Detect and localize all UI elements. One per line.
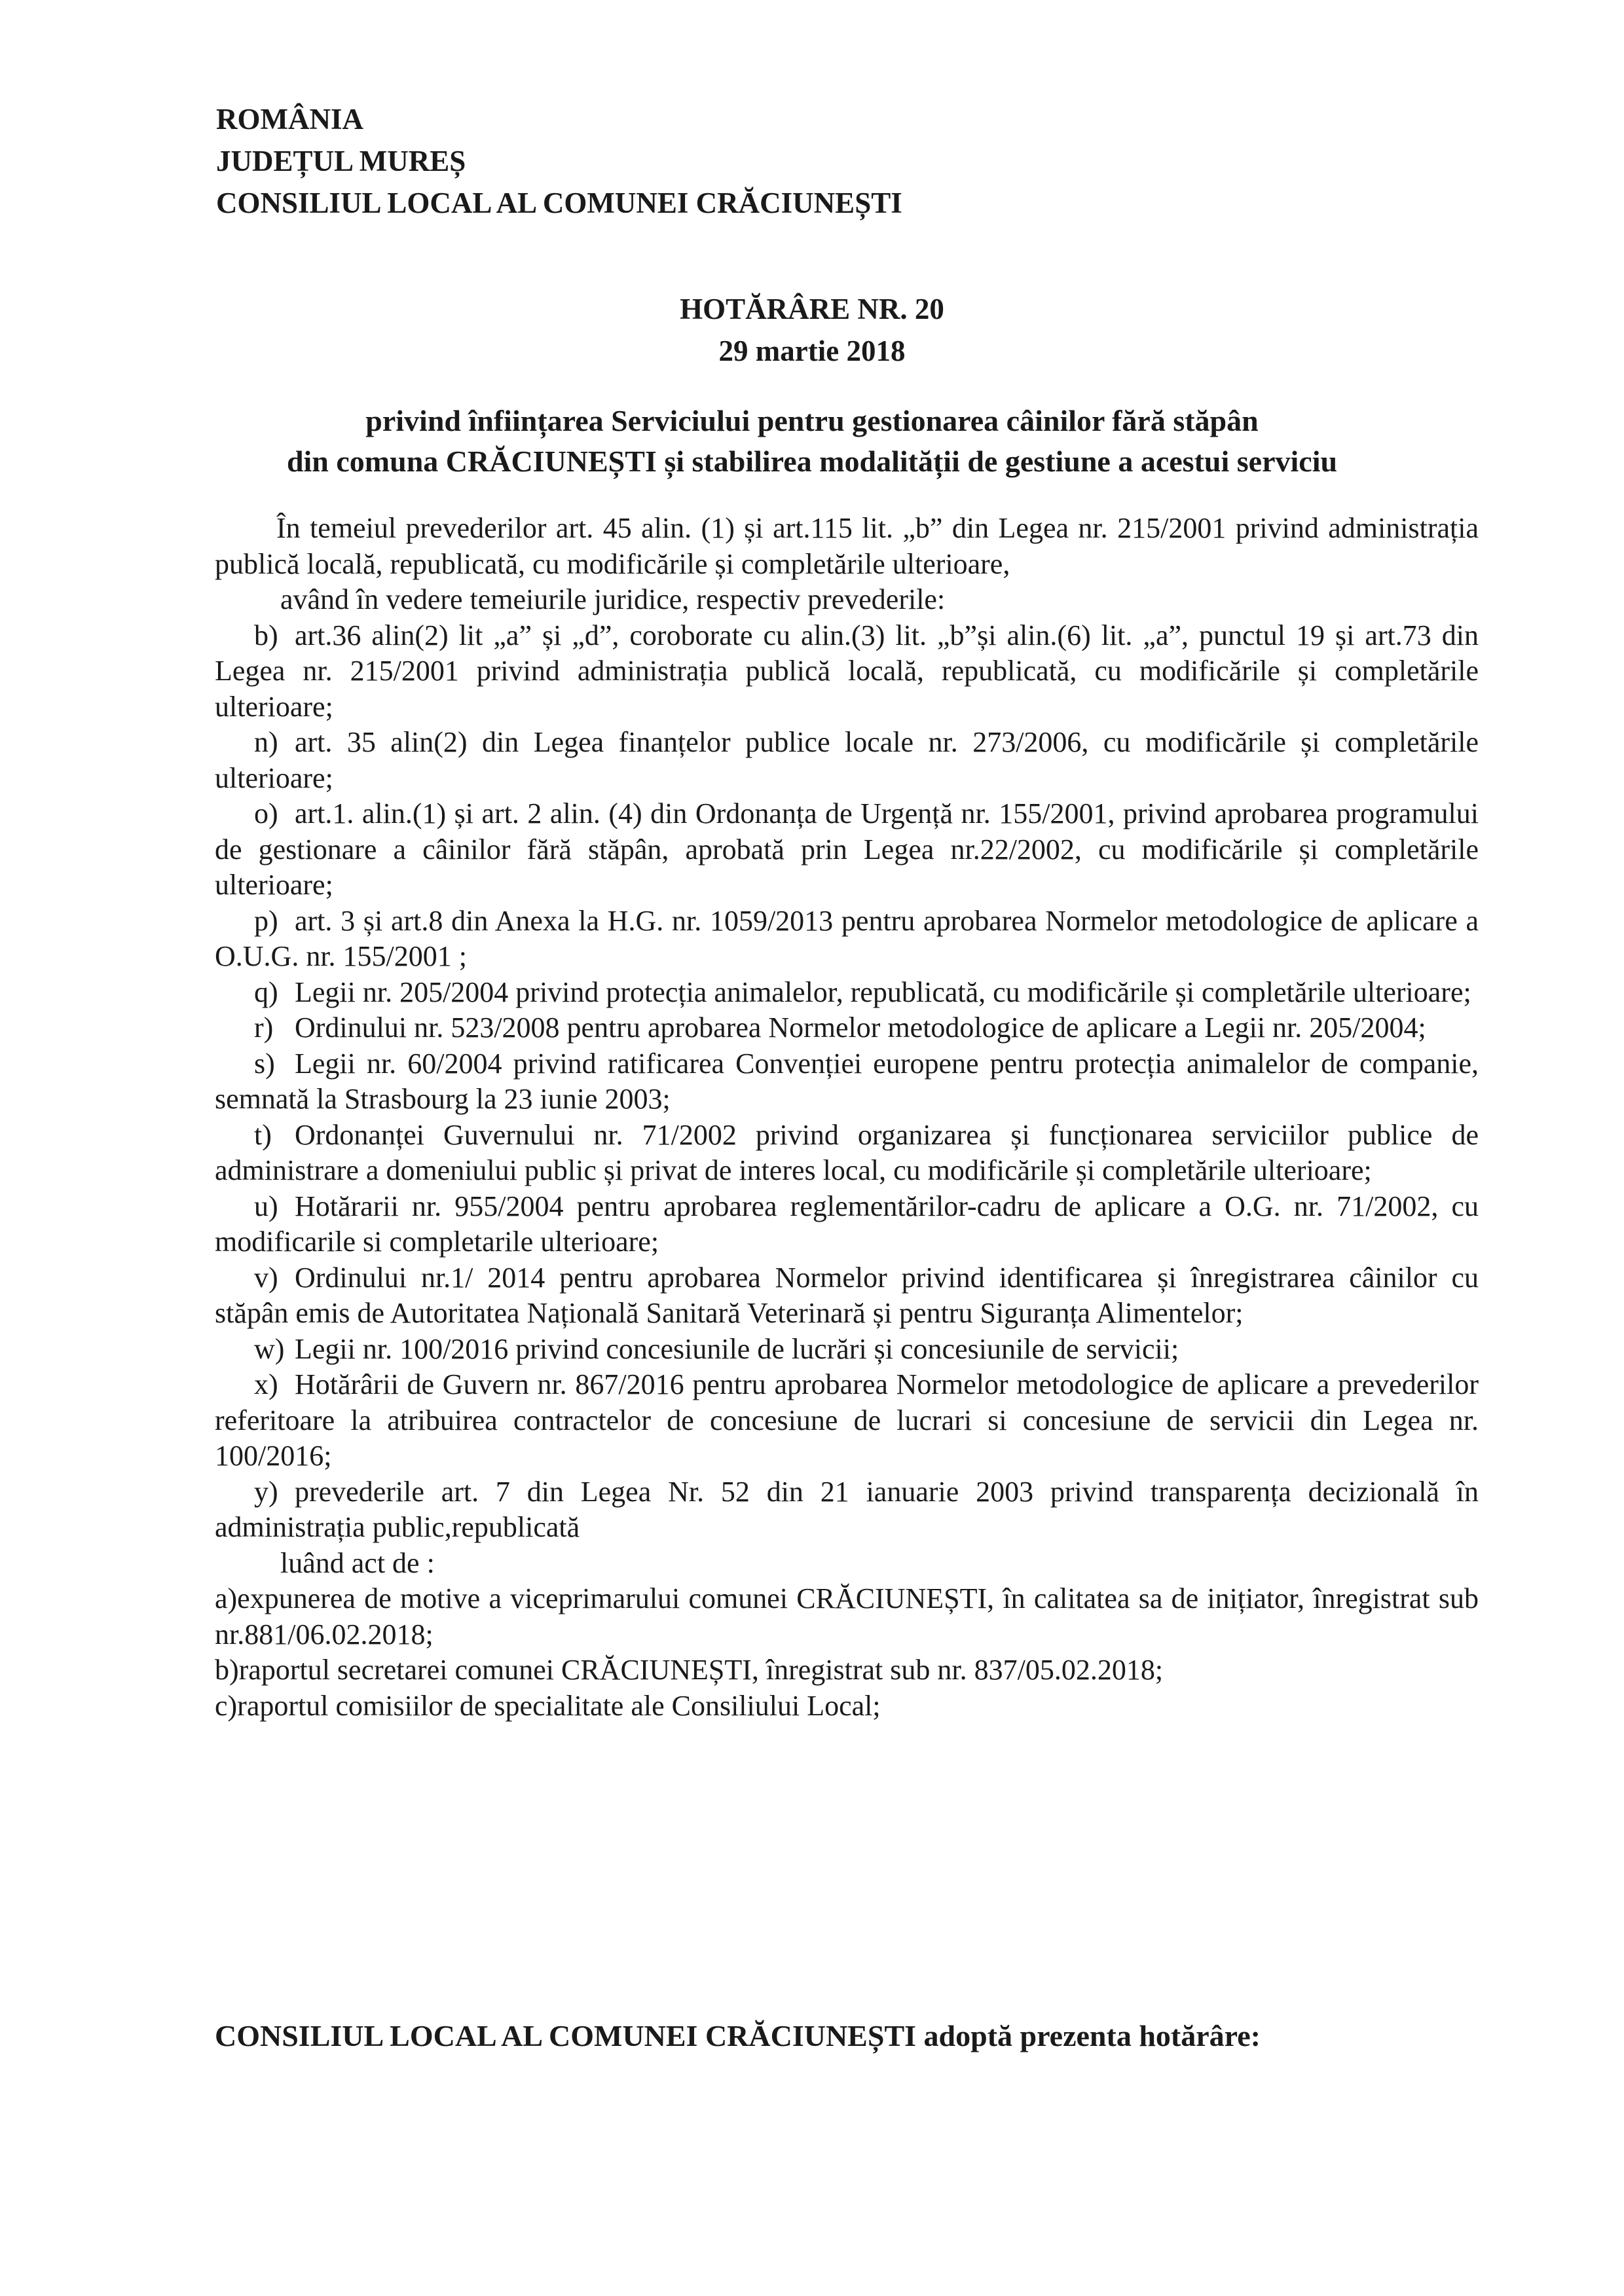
decision-subject: [0, 401, 1624, 482]
decision-title: [0, 288, 1624, 372]
noting-intro: luând act de :: [280, 1546, 435, 1579]
adoption-statement: CONSILIUL LOCAL AL COMUNEI CRĂCIUNEȘTI adoptă prezenta hotărâre:: [215, 2019, 1261, 2052]
provision-item: b) art.36 alin(2) lit „a” și „d”, coroborate cu alin.(3) lit. „b”și alin.(6) lit. „a”, punctul 19 și art.73 din Legea nr. 215/2001 privind administrația publică locală, republicată, cu modificările și completările ulterioare;: [215, 619, 1479, 723]
noting-list: [215, 1581, 1479, 1724]
legal-basis-paragraph: În temeiul prevederilor art. 45 alin. (1) și art.115 lit. „b” din Legea nr. 215/2001 privind administrația publică locală, republicată, cu modificările și completările ulterioare,: [215, 512, 1479, 580]
provision-item: t) Ordonanței Guvernului nr. 71/2002 privind organizarea și funcționarea serviciilor publice de administrare a domeniului public și privat de interes local, cu modificările și completările ulterioare;: [215, 1118, 1479, 1186]
provision-item: s) Legii nr. 60/2004 privind ratificarea Convenției europene pentru protecția animalelor de companie, semnată la Strasbourg la 23 iunie 2003;: [215, 1047, 1479, 1115]
noting-item: b)raportul secretarei comunei CRĂCIUNEȘTI, înregistrat sub nr. 837/05.02.2018;: [215, 1654, 1164, 1686]
county-name: JUDEȚUL MUREȘ: [216, 145, 466, 177]
provision-item: r) Ordinului nr. 523/2008 pentru aprobarea Normelor metodologice de aplicare a Legii nr. 205/2004;: [254, 1011, 1426, 1044]
decision-number: HOTĂRÂRE NR. 20: [680, 293, 944, 325]
provision-item: o) art.1. alin.(1) și art. 2 alin. (4) din Ordonanța de Urgență nr. 155/2001, privind aprobarea programului de gestionare a câinilor fără stăpân, aprobată prin Legea nr.22/2002, cu modificările și completările ulterioare;: [215, 797, 1479, 901]
provision-item: w) Legii nr. 100/2016 privind concesiunile de lucrări și concesiunile de servicii;: [254, 1332, 1179, 1365]
noting-item: c)raportul comisiilor de specialitate ale Consiliului Local;: [215, 1689, 881, 1722]
document-header: [216, 98, 902, 224]
decision-date: 29 martie 2018: [718, 335, 906, 367]
provision-item: q) Legii nr. 205/2004 privind protecția animalelor, republicată, cu modificările și completările ulterioare;: [254, 975, 1471, 1008]
provision-item: y) prevederile art. 7 din Legea Nr. 52 din 21 ianuarie 2003 privind transparența decizională în administrația public,republicată: [215, 1475, 1479, 1543]
provision-item: p) art. 3 și art.8 din Anexa la H.G. nr. 1059/2013 pentru aprobarea Normelor metodologice de aplicare a O.U.G. nr. 155/2001 ;: [215, 904, 1479, 972]
country-name: ROMÂNIA: [216, 103, 363, 136]
provision-item: u) Hotărarii nr. 955/2004 pentru aprobarea reglementărilor-cadru de aplicare a O.G. nr. 71/2002, cu modificarile si completarile ulterioare;: [215, 1190, 1479, 1258]
provisions-list: [215, 618, 1479, 1546]
subject-line-2: din comuna CRĂCIUNEȘTI și stabilirea modalității de gestiune a acestui serviciu: [286, 445, 1338, 478]
provision-item: v) Ordinului nr.1/ 2014 pentru aprobarea Normelor privind identificarea și înregistrarea câinilor cu stăpân emis de Autoritatea Națională Sanitară Veterinară și pentru Siguranța Alimentelor;: [215, 1261, 1479, 1329]
council-name: CONSILIUL LOCAL AL COMUNEI CRĂCIUNEȘTI: [216, 187, 902, 219]
noting-item: a)expunerea de motive a viceprimarului comunei CRĂCIUNEȘTI, în calitatea sa de inițiator, înregistrat sub nr.881/06.02.2018;: [215, 1582, 1479, 1650]
provision-item: x) Hotărârii de Guvern nr. 867/2016 pentru aprobarea Normelor metodologice de aplicare a prevederilor referitoare la atribuirea contractelor de concesiune de lucrari si concesiune de servicii din Legea nr. 100/2016;: [215, 1368, 1479, 1472]
provision-item: n) art. 35 alin(2) din Legea finanțelor publice locale nr. 273/2006, cu modificările și completările ulterioare;: [215, 726, 1479, 794]
considering-paragraph: având în vedere temeiurile juridice, respectiv prevederile:: [280, 583, 946, 615]
subject-line-1: privind înființarea Serviciului pentru gestionarea câinilor fără stăpân: [365, 404, 1259, 437]
document-body: [215, 511, 1479, 1724]
